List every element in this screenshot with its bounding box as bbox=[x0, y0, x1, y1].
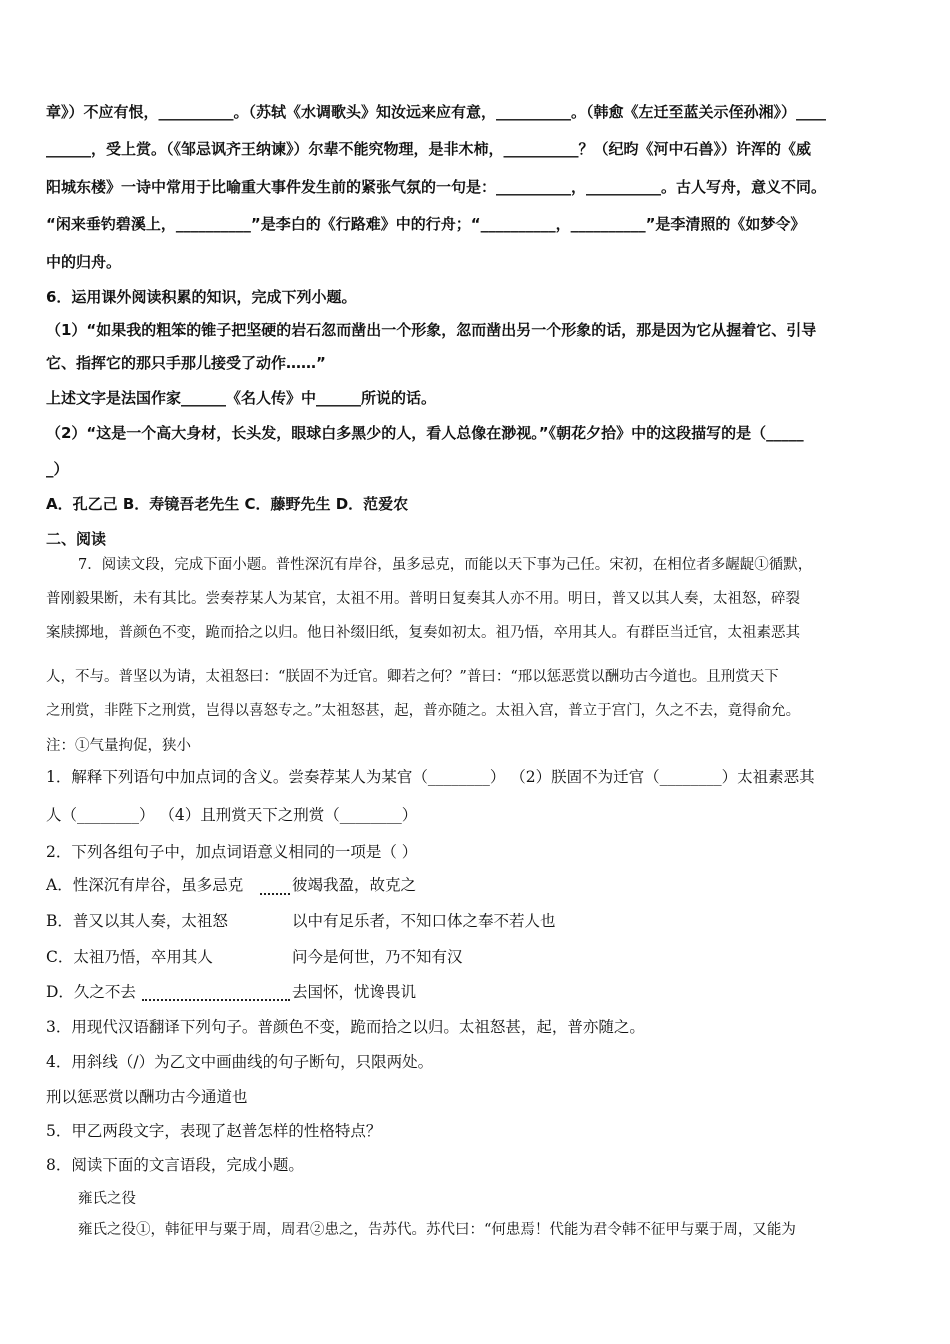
question-6-title: 6．运用课外阅读积累的知识，完成下列小题。 bbox=[46, 288, 357, 306]
passage-note: 注：①气量拘促，狭小 bbox=[46, 738, 191, 754]
question-7-5-prompt: 5．甲乙两段文字，表现了赵普怎样的性格特点？ bbox=[46, 1122, 382, 1140]
option-d-left: D．久之不去 bbox=[46, 983, 136, 1001]
passage-line-2: 普刚毅果断，未有其比。尝奏荐某人为某官，太祖不用。普明日复奏其人亦不用。明日，普又以其人奏，太祖怒，碎裂 bbox=[46, 591, 800, 607]
question-6-1-quote-b: 它、指挥它的那只手那儿接受了动作……” bbox=[46, 354, 326, 372]
question-6-1-quote-a: （1）“如果我的粗笨的锥子把坚硬的岩石忽而凿出一个形象，忽而凿出另一个形象的话，那是因为它从握着它、引导 bbox=[46, 321, 817, 339]
emphasis-dots-d bbox=[142, 999, 290, 1001]
section-heading-reading: 二、阅读 bbox=[46, 530, 107, 548]
option-c-right: 问今是何世，乃不知有汉 bbox=[292, 948, 463, 966]
question-6-2-prompt: （2）“这是一个高大身材，长头发，眼球白多黑少的人，看人总像在渺视。”《朝花夕拾》中的这段描写的是（_____ bbox=[46, 424, 804, 442]
question-6-1-prompt: 上述文字是法国作家______《名人传》中______所说的话。 bbox=[46, 389, 437, 407]
question-7-4-prompt: 4．用斜线（/）为乙文中画曲线的句子断句，只限两处。 bbox=[46, 1053, 434, 1071]
fill-blank-line-4: “闲来垂钓碧溪上，__________”是李白的《行路难》中的行舟；“__________，__________”是李清照的《如梦令》 bbox=[46, 215, 806, 233]
question-7-4-sentence: 刑以惩恶赏以酬功古今通道也 bbox=[46, 1088, 248, 1106]
fill-blank-line-2: ______，受上赏。（《邹忌讽齐王纳谏》）尔辈不能究物理，是非木柿，__________？（纪昀《河中石兽》）许浑的《威 bbox=[46, 140, 812, 158]
question-6-2-prompt-cont: _） bbox=[46, 460, 69, 478]
question-7-3-prompt: 3．用现代汉语翻译下列句子。普颜色不变，跪而拾之以归。太祖怒甚，起，普亦随之。 bbox=[46, 1018, 645, 1036]
passage-8-title: 雍氏之役 bbox=[78, 1191, 136, 1207]
fill-blank-line-1: 章》）不应有恨，__________。（苏轼《水调歌头》知汝远来应有意，__________。（韩愈《左迁至蓝关示侄孙湘》）____ bbox=[46, 103, 827, 121]
option-b-left: B．普又以其人奏，太祖怒 bbox=[46, 912, 228, 930]
emphasis-dots-a bbox=[260, 893, 290, 895]
passage-line-1: 7．阅读文段，完成下面小题。普性深沉有岸谷，虽多忌克，而能以天下事为己任。宋初，在相位者多龌龊①循默， bbox=[78, 557, 813, 573]
option-d-right: 去国怀，忧谗畏讥 bbox=[292, 983, 417, 1001]
fill-blank-line-3: 阳城东楼》一诗中常用于比喻重大事件发生前的紧张气氛的一句是：__________，__________。古人写舟，意义不同。 bbox=[46, 178, 827, 196]
option-a-right: 彼竭我盈，故克之 bbox=[292, 876, 417, 894]
question-7-1-line-1: 1．解释下列语句中加点词的含义。尝奏荐某人为某官（________） （2）朕固不为迁官（________）太祖素恶其 bbox=[46, 768, 815, 786]
question-8-title: 8．阅读下面的文言语段，完成小题。 bbox=[46, 1156, 304, 1174]
passage-line-3: 案牍掷地，普颜色不变，跪而拾之以归。他日补缀旧纸，复奏如初太。祖乃悟，卒用其人。有群臣当迁官，太祖素恶其 bbox=[46, 625, 800, 641]
question-7-2-prompt: 2．下列各组句子中，加点词语意义相同的一项是（ ） bbox=[46, 843, 418, 861]
option-a-left: A．性深沉有岸谷，虽多忌克 bbox=[46, 876, 244, 894]
option-c-left: C．太祖乃悟，卒用其人 bbox=[46, 948, 213, 966]
fill-blank-line-5: 中的归舟。 bbox=[46, 253, 122, 271]
passage-line-5: 之刑赏，非陛下之刑赏，岂得以喜怒专之。”太祖怒甚，起，普亦随之。太祖入宫，普立于宫门，久之不去，竟得俞允。 bbox=[46, 703, 801, 719]
passage-line-4: 人，不与。普坚以为请，太祖怒曰：“朕固不为迁官。卿若之何？”普曰：“邢以惩恶赏以酬功古今道也。且刑赏天下 bbox=[46, 669, 779, 685]
question-7-1-line-2: 人（________） （4）且刑赏天下之刑赏（________） bbox=[46, 806, 418, 824]
option-b-right: 以中有足乐者，不知口体之奉不若人也 bbox=[292, 912, 556, 930]
question-6-2-options: A．孔乙己 B．寿镜吾老先生 C．藤野先生 D．范爱农 bbox=[46, 495, 409, 513]
passage-8-line-1: 雍氏之役①，韩征甲与粟于周，周君②患之，告苏代。苏代曰：“何患焉！代能为君令韩不征甲与粟于周，又能为 bbox=[78, 1222, 796, 1238]
